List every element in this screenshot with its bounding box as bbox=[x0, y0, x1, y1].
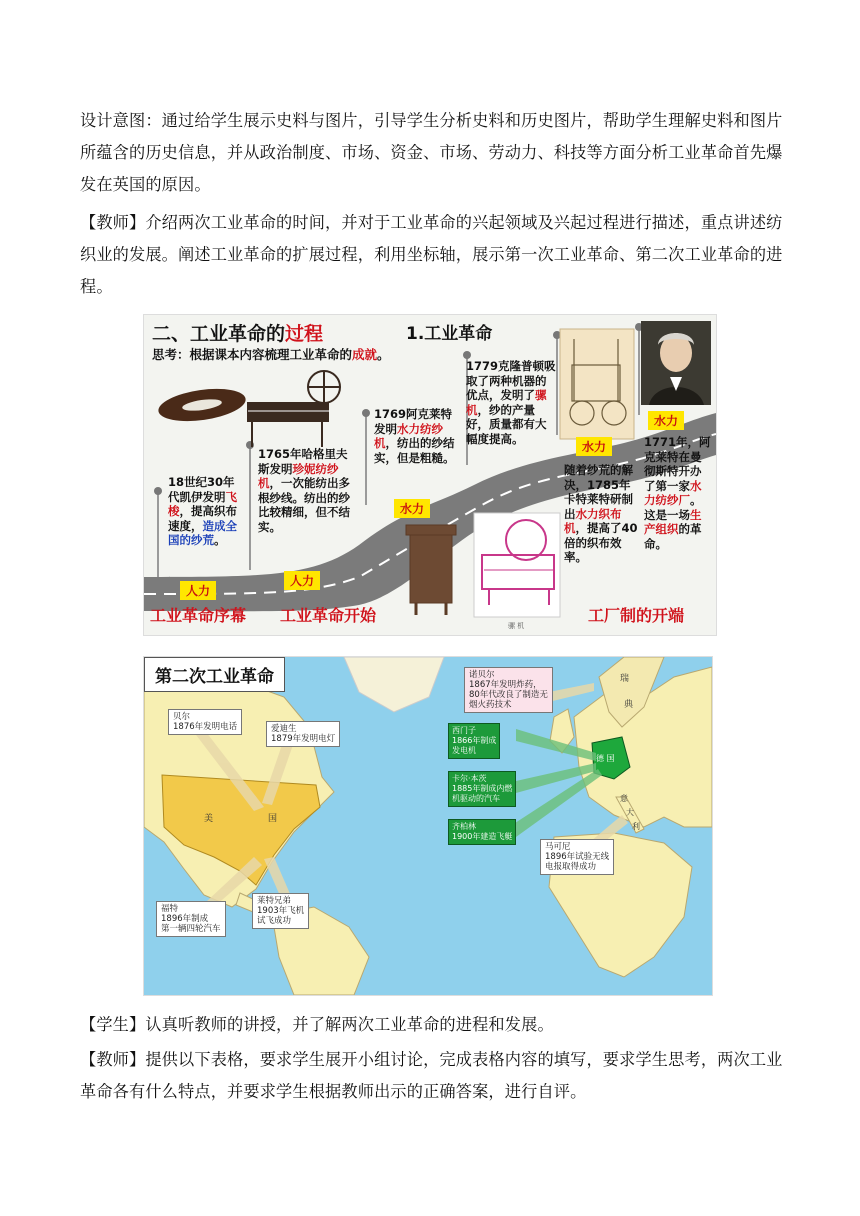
flying-shuttle-caption: 18世纪30年代凯伊发明飞梭，提高织布速度，造成全国的纱荒。 bbox=[168, 475, 237, 547]
arkwright-portrait bbox=[641, 321, 711, 405]
fig1-heading-highlight: 过程 bbox=[285, 323, 324, 345]
human-power-tag: 人力 bbox=[180, 581, 216, 600]
nobel-label: 诺贝尔 1867年发明炸药， 80年代改良了制造无 烟火药技术 bbox=[464, 667, 553, 713]
bell-label: 贝尔 1876年发明电话 bbox=[168, 709, 242, 735]
italy-label-2: 大 bbox=[626, 808, 634, 817]
italy-label-3: 利 bbox=[632, 822, 640, 831]
factory-caption: 1771年，阿克莱特在曼彻斯特开办了第一家水力纺纱厂。这是一场生产组织的革命。 bbox=[644, 435, 711, 551]
teacher-paragraph-1: 【教师】介绍两次工业革命的时间，并对于工业革命的兴起领域及兴起过程进行描述，重点讲述纺织业的发展。阐述工业革命的扩展过程，利用坐标轴，展示第一次工业革命、第二次工业革命的进程。 bbox=[80, 213, 783, 296]
design-intent-paragraph: 设计意图：通过给学生展示史料与图片，引导学生分析史料和历史图片，帮助学生理解史料和图片所蕴含的历史信息，并从政治制度、市场、资金、市场、劳动力、科技等方面分析工业革命首先爆发在英国的原因。 bbox=[80, 111, 783, 194]
germany-label: 德 国 bbox=[596, 754, 615, 763]
power-loom-caption: 随着纱荒的解决，1785年卡特莱特研制出水力织布机，提高了40倍的织布效率。 bbox=[564, 463, 638, 564]
benz-label: 卡尔·本茨 1885年制成内燃 机驱动的汽车 bbox=[448, 771, 516, 807]
fig1-subheading: 1.工业革命 bbox=[406, 324, 493, 344]
water-power-tag: 水力 bbox=[576, 437, 612, 456]
water-frame-caption: 1769阿克莱特发明水力纺纱机，纺出的纱结实，但是粗糙。 bbox=[374, 407, 455, 465]
student-paragraph: 【学生】认真听教师的讲授，并了解两次工业革命的进程和发展。 bbox=[80, 1015, 554, 1034]
sweden-label-1: 瑞 bbox=[620, 674, 630, 684]
map-title: 第二次工业革命 bbox=[144, 657, 285, 692]
usa-label-1: 美 bbox=[204, 814, 214, 824]
spinning-jenny-caption: 1765年哈格里夫斯发明珍妮纺纱机，一次能纺出多根纱线。纺出的纱比较精细，但不结实。 bbox=[258, 447, 350, 534]
fig1-heading: 二、工业革命的 bbox=[152, 323, 286, 345]
sweden-label-2: 典 bbox=[624, 700, 634, 710]
wright-label: 莱特兄弟 1903年飞机 试飞成功 bbox=[252, 893, 309, 929]
zeppelin-label: 齐柏林 1900年建造飞艇 bbox=[448, 819, 516, 845]
water-frame-image bbox=[406, 525, 456, 615]
siemens-label: 西门子 1866年制成 发电机 bbox=[448, 723, 500, 759]
first-industrial-revolution-figure bbox=[143, 314, 717, 636]
marconi-label: 马可尼 1896年试验无线 电报取得成功 bbox=[540, 839, 614, 875]
stage-prelude-label: 工业革命序幕 bbox=[150, 606, 247, 625]
spinning-mule-caption: 1779克隆普顿吸取了两种机器的优点，发明了骡机，纱的产量好，质量都有大幅度提高。 bbox=[466, 359, 556, 446]
ford-label: 福特 1896年制成 第一辆四轮汽车 bbox=[156, 901, 226, 937]
human-power-tag: 人力 bbox=[284, 571, 320, 590]
italy-label-1: 意 bbox=[620, 794, 628, 803]
power-loom-image bbox=[560, 329, 634, 439]
mule-image-caption: 骡 机 bbox=[508, 622, 525, 630]
stage-start-label: 工业革命开始 bbox=[280, 606, 377, 625]
spinning-jenny-image bbox=[248, 371, 340, 447]
water-power-tag: 水力 bbox=[648, 411, 684, 430]
usa-label-2: 国 bbox=[268, 814, 278, 824]
teacher-paragraph-2: 【教师】提供以下表格，要求学生展开小组讨论，完成表格内容的填写，要求学生思考，两次工业革命各有什么特点，并要求学生根据教师出示的正确答案，进行自评。 bbox=[80, 1050, 783, 1101]
edison-label: 爱迪生 1879年发明电灯 bbox=[266, 721, 340, 747]
fig1-think-question: 思考：根据课本内容梳理工业革命的成就。 bbox=[152, 347, 390, 362]
spinning-mule-image bbox=[474, 513, 560, 617]
flying-shuttle-image bbox=[156, 384, 247, 426]
water-power-tag: 水力 bbox=[394, 499, 430, 518]
second-industrial-revolution-map bbox=[143, 656, 713, 996]
stage-factory-label: 工厂制的开端 bbox=[588, 606, 685, 625]
